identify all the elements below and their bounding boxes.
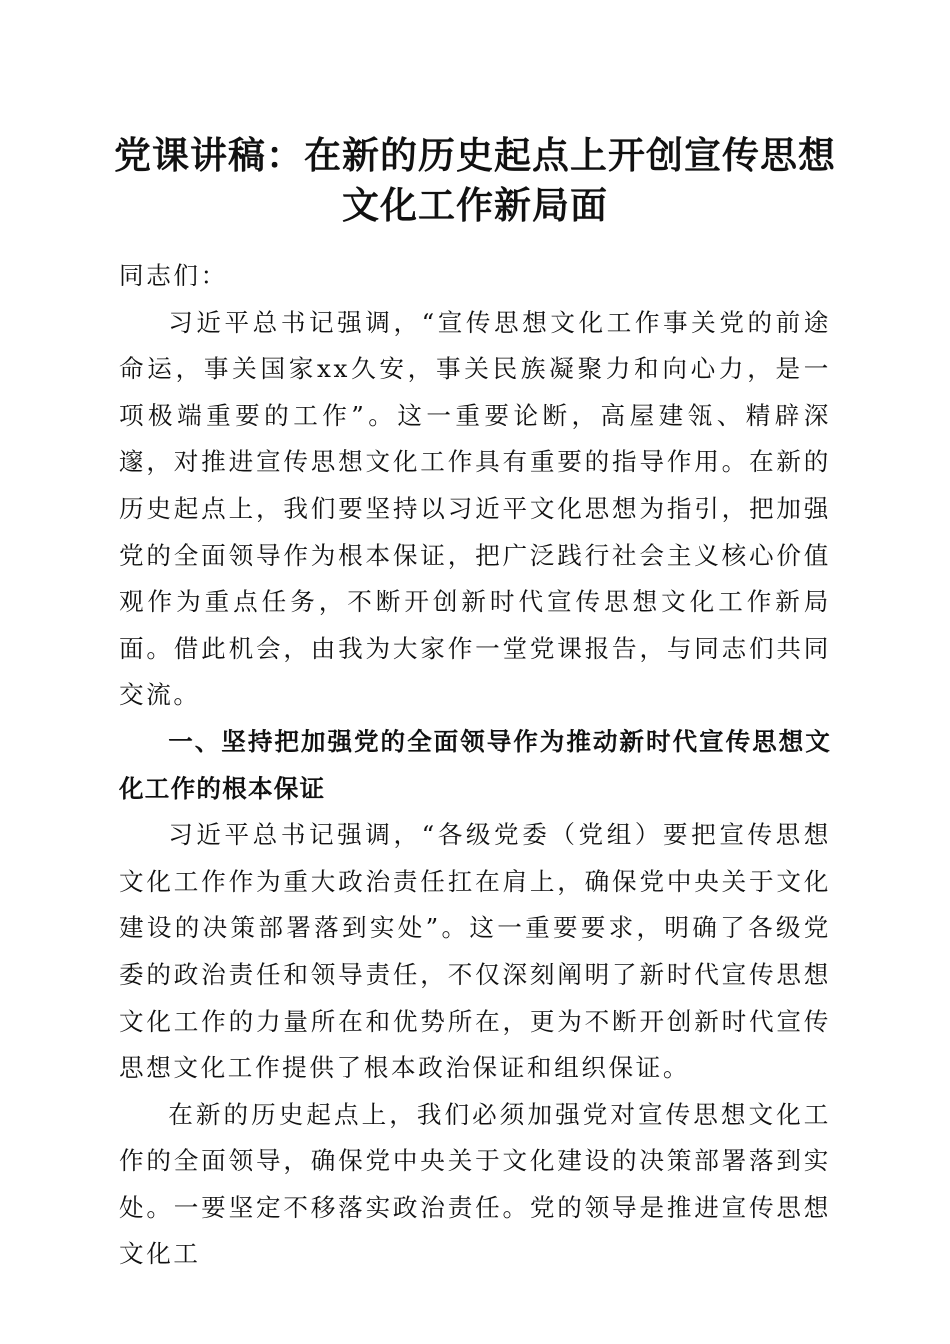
- salutation: 同志们：: [119, 261, 228, 290]
- document-body: [119, 253, 831, 1278]
- paragraph-section-1-body: 在新的历史起点上，我们必须加强党对宣传思想文化工作的全面领导，确保党中央关于文化建设的决策部署落到实处。一要坚定不移落实政治责任。党的领导是推进宣传思想文化工: [119, 1099, 831, 1269]
- section-heading-1: 一、坚持把加强党的全面领导作为推动新时代宣传思想文化工作的根本保证: [119, 726, 831, 803]
- paragraph-section-1-quote: 习近平总书记强调，“各级党委（党组）要把宣传思想文化工作作为重大政治责任扛在肩上，确保党中央关于文化建设的决策部署落到实处”。这一重要要求，明确了各级党委的政治责任和领导责任，不仅深刻阐明了新时代宣传思想文化工作的力量所在和优势所在，更为不断开创新时代宣传思想文化工作提供了根本政治保证和组织保证。: [119, 820, 831, 1083]
- paragraph-intro: 习近平总书记强调，“宣传思想文化工作事关党的前途命运，事关国家xx久安，事关民族凝聚力和向心力，是一项极端重要的工作”。这一重要论断，高屋建瓴、精辟深邃，对推进宣传思想文化工作具有重要的指导作用。在新的历史起点上，我们要坚持以习近平文化思想为指引，把加强党的全面领导作为根本保证，把广泛践行社会主义核心价值观作为重点任务，不断开创新时代宣传思想文化工作新局面。借此机会，由我为大家作一堂党课报告，与同志们共同交流。: [119, 307, 831, 710]
- document-title: 党课讲稿：在新的历史起点上开创宣传思想文化工作新局面: [114, 133, 836, 227]
